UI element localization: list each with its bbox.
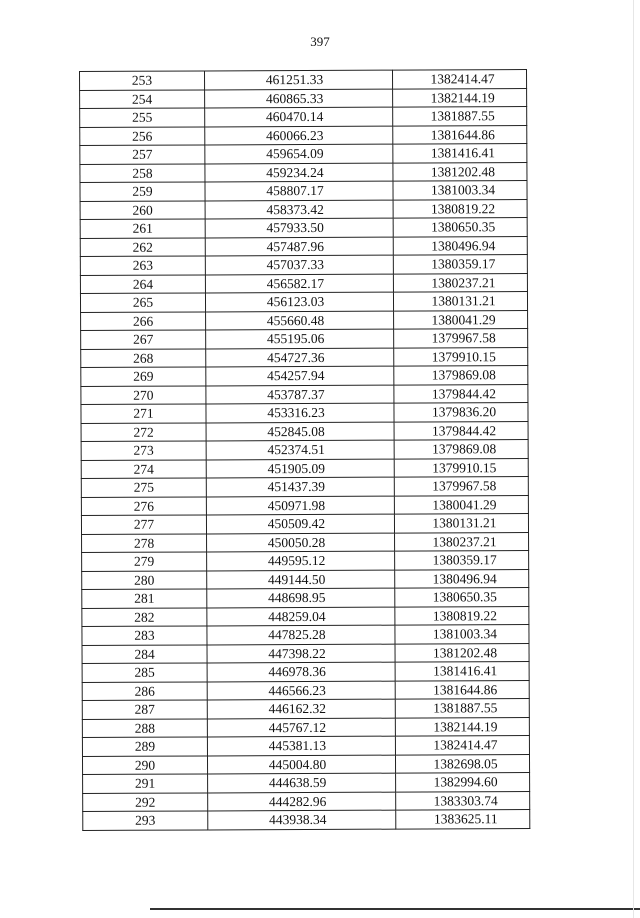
y-coordinate-cell: 1380041.29 bbox=[394, 495, 528, 514]
y-coordinate-cell: 1381416.41 bbox=[395, 662, 529, 681]
point-number-cell: 292 bbox=[83, 792, 208, 811]
y-coordinate-cell: 1381003.34 bbox=[395, 625, 529, 644]
table-row bbox=[81, 347, 528, 367]
y-coordinate-cell: 1379844.42 bbox=[394, 421, 528, 440]
coordinate-table bbox=[79, 69, 530, 830]
table-row bbox=[82, 606, 529, 626]
x-coordinate-cell: 455660.48 bbox=[206, 311, 394, 330]
table-row bbox=[82, 625, 529, 645]
y-coordinate-cell: 1380650.35 bbox=[395, 588, 529, 607]
y-coordinate-cell: 1379910.15 bbox=[394, 458, 528, 477]
x-coordinate-cell: 454727.36 bbox=[206, 348, 394, 367]
table-row bbox=[80, 273, 527, 293]
x-coordinate-cell: 460470.14 bbox=[205, 107, 393, 126]
x-coordinate-cell: 444282.96 bbox=[208, 792, 396, 811]
y-coordinate-cell: 1380131.21 bbox=[393, 292, 527, 311]
x-coordinate-cell: 457487.96 bbox=[205, 237, 393, 256]
x-coordinate-cell: 449144.50 bbox=[207, 570, 395, 589]
point-number-cell: 267 bbox=[81, 330, 206, 349]
y-coordinate-cell: 1381644.86 bbox=[393, 125, 527, 144]
y-coordinate-cell: 1379869.08 bbox=[394, 440, 528, 459]
table-row bbox=[83, 810, 530, 830]
point-number-cell: 272 bbox=[81, 422, 206, 441]
y-coordinate-cell: 1381416.41 bbox=[393, 144, 527, 163]
x-coordinate-cell: 445381.13 bbox=[207, 736, 395, 755]
y-coordinate-cell: 1379910.15 bbox=[394, 347, 528, 366]
point-number-cell: 260 bbox=[80, 200, 205, 219]
x-coordinate-cell: 450050.28 bbox=[207, 533, 395, 552]
x-coordinate-cell: 456123.03 bbox=[205, 292, 393, 311]
point-number-cell: 254 bbox=[80, 89, 205, 108]
point-number-cell: 286 bbox=[82, 681, 207, 700]
y-coordinate-cell: 1379869.08 bbox=[394, 366, 528, 385]
scan-edge-mark bbox=[633, 0, 634, 918]
y-coordinate-cell: 1381202.48 bbox=[395, 643, 529, 662]
point-number-cell: 268 bbox=[81, 348, 206, 367]
table-row bbox=[81, 329, 528, 349]
y-coordinate-cell: 1380496.94 bbox=[395, 569, 529, 588]
x-coordinate-cell: 447825.28 bbox=[207, 625, 395, 644]
y-coordinate-cell: 1381003.34 bbox=[393, 181, 527, 200]
point-number-cell: 261 bbox=[80, 219, 205, 238]
x-coordinate-cell: 450971.98 bbox=[206, 496, 394, 515]
point-number-cell: 271 bbox=[81, 404, 206, 423]
y-coordinate-cell: 1380041.29 bbox=[394, 310, 528, 329]
table-row bbox=[81, 384, 528, 404]
y-coordinate-cell: 1381887.55 bbox=[393, 107, 527, 126]
table-row bbox=[81, 421, 528, 441]
table-row bbox=[81, 514, 528, 534]
point-number-cell: 276 bbox=[81, 496, 206, 515]
table-row bbox=[81, 458, 528, 478]
x-coordinate-cell: 456582.17 bbox=[205, 274, 393, 293]
point-number-cell: 278 bbox=[82, 533, 207, 552]
x-coordinate-cell: 451905.09 bbox=[206, 459, 394, 478]
x-coordinate-cell: 446162.32 bbox=[207, 699, 395, 718]
x-coordinate-cell: 446978.36 bbox=[207, 662, 395, 681]
y-coordinate-cell: 1383625.11 bbox=[396, 810, 530, 829]
table-row bbox=[82, 736, 529, 756]
point-number-cell: 282 bbox=[82, 607, 207, 626]
table-row bbox=[81, 440, 528, 460]
table-row bbox=[82, 532, 529, 552]
table-row bbox=[80, 70, 527, 90]
point-number-cell: 257 bbox=[80, 145, 205, 164]
table-row bbox=[80, 218, 527, 238]
table-row bbox=[82, 588, 529, 608]
table-row bbox=[80, 236, 527, 256]
x-coordinate-cell: 447398.22 bbox=[207, 644, 395, 663]
point-number-cell: 274 bbox=[81, 459, 206, 478]
table-row bbox=[83, 791, 530, 811]
y-coordinate-cell: 1379967.58 bbox=[394, 477, 528, 496]
x-coordinate-cell: 445004.80 bbox=[207, 755, 395, 774]
y-coordinate-cell: 1380650.35 bbox=[393, 218, 527, 237]
y-coordinate-cell: 1379836.20 bbox=[394, 403, 528, 422]
y-coordinate-cell: 1379967.58 bbox=[394, 329, 528, 348]
point-number-cell: 293 bbox=[83, 811, 208, 830]
y-coordinate-cell: 1381887.55 bbox=[395, 699, 529, 718]
x-coordinate-cell: 454257.94 bbox=[206, 366, 394, 385]
table-row bbox=[82, 717, 529, 737]
point-number-cell: 263 bbox=[80, 256, 205, 275]
x-coordinate-cell: 443938.34 bbox=[208, 810, 396, 829]
table-row bbox=[81, 403, 528, 423]
point-number-cell: 275 bbox=[81, 478, 206, 497]
point-number-cell: 269 bbox=[81, 367, 206, 386]
x-coordinate-cell: 448698.95 bbox=[207, 588, 395, 607]
point-number-cell: 270 bbox=[81, 385, 206, 404]
y-coordinate-cell: 1380819.22 bbox=[393, 199, 527, 218]
x-coordinate-cell: 445767.12 bbox=[207, 718, 395, 737]
x-coordinate-cell: 450509.42 bbox=[206, 514, 394, 533]
y-coordinate-cell: 1382144.19 bbox=[395, 717, 529, 736]
point-number-cell: 258 bbox=[80, 163, 205, 182]
y-coordinate-cell: 1380496.94 bbox=[393, 236, 527, 255]
y-coordinate-cell: 1382414.47 bbox=[392, 70, 526, 89]
point-number-cell: 265 bbox=[80, 293, 205, 312]
table-row bbox=[80, 162, 527, 182]
table-row bbox=[80, 107, 527, 127]
table-row bbox=[80, 125, 527, 145]
y-coordinate-cell: 1382698.05 bbox=[395, 754, 529, 773]
x-coordinate-cell: 457037.33 bbox=[205, 255, 393, 274]
x-coordinate-cell: 455195.06 bbox=[206, 329, 394, 348]
table-row bbox=[81, 495, 528, 515]
table-row bbox=[82, 551, 529, 571]
point-number-cell: 288 bbox=[82, 718, 207, 737]
x-coordinate-cell: 452845.08 bbox=[206, 422, 394, 441]
x-coordinate-cell: 458807.17 bbox=[205, 181, 393, 200]
table-row bbox=[80, 181, 527, 201]
point-number-cell: 255 bbox=[80, 108, 205, 127]
table-row bbox=[82, 680, 529, 700]
x-coordinate-cell: 460066.23 bbox=[205, 126, 393, 145]
y-coordinate-cell: 1382414.47 bbox=[395, 736, 529, 755]
y-coordinate-cell: 1380131.21 bbox=[394, 514, 528, 533]
point-number-cell: 287 bbox=[82, 700, 207, 719]
point-number-cell: 256 bbox=[80, 126, 205, 145]
y-coordinate-cell: 1380359.17 bbox=[393, 255, 527, 274]
table-row bbox=[81, 477, 528, 497]
point-number-cell: 259 bbox=[80, 182, 205, 201]
x-coordinate-cell: 457933.50 bbox=[205, 218, 393, 237]
x-coordinate-cell: 452374.51 bbox=[206, 440, 394, 459]
point-number-cell: 273 bbox=[81, 441, 206, 460]
x-coordinate-cell: 453316.23 bbox=[206, 403, 394, 422]
point-number-cell: 283 bbox=[82, 626, 207, 645]
table-row bbox=[82, 754, 529, 774]
x-coordinate-cell: 444638.59 bbox=[208, 773, 396, 792]
x-coordinate-cell: 459234.24 bbox=[205, 163, 393, 182]
table-row bbox=[80, 144, 527, 164]
table-row bbox=[81, 310, 528, 330]
x-coordinate-cell: 458373.42 bbox=[205, 200, 393, 219]
table-row bbox=[83, 773, 530, 793]
y-coordinate-cell: 1380819.22 bbox=[395, 606, 529, 625]
point-number-cell: 280 bbox=[82, 570, 207, 589]
table-row bbox=[82, 569, 529, 589]
table-row bbox=[80, 292, 527, 312]
point-number-cell: 289 bbox=[82, 737, 207, 756]
point-number-cell: 264 bbox=[80, 274, 205, 293]
x-coordinate-cell: 461251.33 bbox=[205, 70, 393, 89]
y-coordinate-cell: 1380237.21 bbox=[393, 273, 527, 292]
x-coordinate-cell: 460865.33 bbox=[205, 89, 393, 108]
point-number-cell: 281 bbox=[82, 589, 207, 608]
x-coordinate-cell: 446566.23 bbox=[207, 681, 395, 700]
point-number-cell: 284 bbox=[82, 644, 207, 663]
point-number-cell: 253 bbox=[80, 71, 205, 90]
y-coordinate-cell: 1381202.48 bbox=[393, 162, 527, 181]
y-coordinate-cell: 1381644.86 bbox=[395, 680, 529, 699]
point-number-cell: 279 bbox=[82, 552, 207, 571]
table-row bbox=[82, 643, 529, 663]
table-row bbox=[82, 699, 529, 719]
point-number-cell: 277 bbox=[81, 515, 206, 534]
y-coordinate-cell: 1380359.17 bbox=[395, 551, 529, 570]
x-coordinate-cell: 449595.12 bbox=[207, 551, 395, 570]
table-row bbox=[82, 662, 529, 682]
y-coordinate-cell: 1383303.74 bbox=[396, 791, 530, 810]
x-coordinate-cell: 448259.04 bbox=[207, 607, 395, 626]
point-number-cell: 290 bbox=[82, 755, 207, 774]
x-coordinate-cell: 451437.39 bbox=[206, 477, 394, 496]
table-row bbox=[80, 88, 527, 108]
point-number-cell: 285 bbox=[82, 663, 207, 682]
y-coordinate-cell: 1380237.21 bbox=[395, 532, 529, 551]
x-coordinate-cell: 459654.09 bbox=[205, 144, 393, 163]
y-coordinate-cell: 1382994.60 bbox=[396, 773, 530, 792]
point-number-cell: 291 bbox=[83, 774, 208, 793]
point-number-cell: 262 bbox=[80, 237, 205, 256]
page-number: 397 bbox=[310, 34, 330, 49]
x-coordinate-cell: 453787.37 bbox=[206, 385, 394, 404]
y-coordinate-cell: 1379844.42 bbox=[394, 384, 528, 403]
y-coordinate-cell: 1382144.19 bbox=[393, 88, 527, 107]
table-row bbox=[80, 199, 527, 219]
page-bottom-rule bbox=[150, 908, 640, 910]
coordinate-table-body bbox=[80, 70, 530, 830]
table-row bbox=[80, 255, 527, 275]
table-row bbox=[81, 366, 528, 386]
point-number-cell: 266 bbox=[81, 311, 206, 330]
